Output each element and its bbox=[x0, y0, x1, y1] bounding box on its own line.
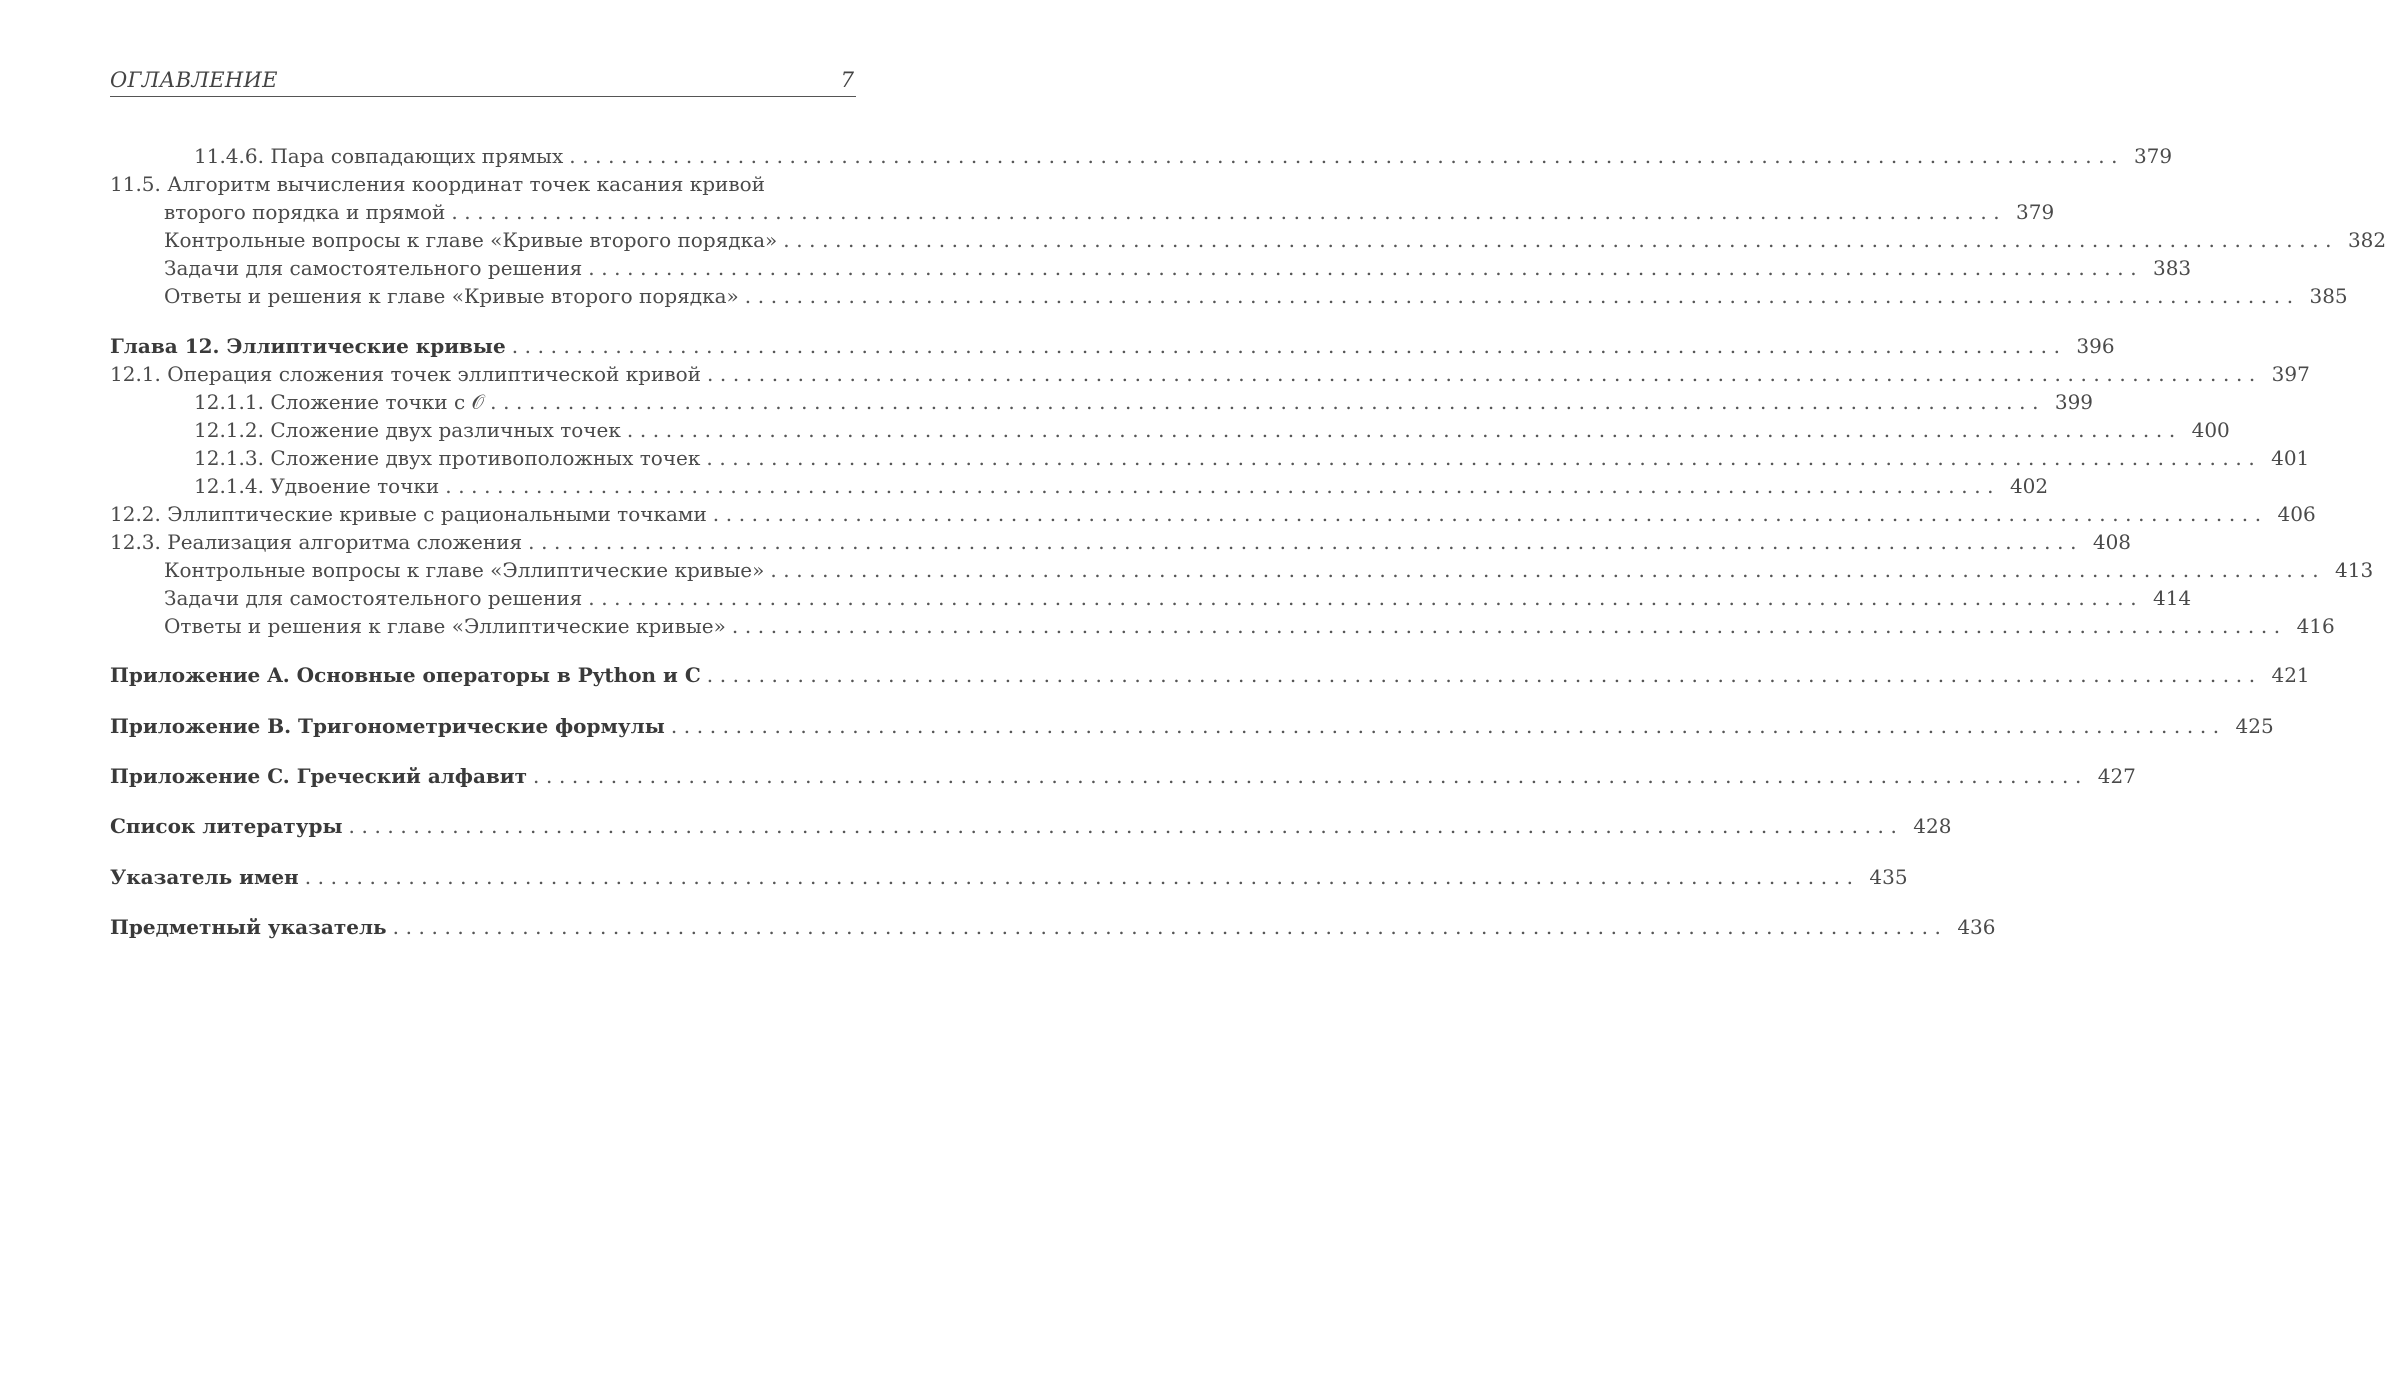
toc-entry-label: Приложение B. Тригонометрические формулы bbox=[110, 712, 671, 740]
toc-entry bbox=[164, 254, 2192, 282]
toc-leader-dots: ........................................................................................................................ bbox=[511, 334, 2067, 358]
toc-entry bbox=[164, 226, 2386, 254]
toc-entry-label: Задачи для самостоятельного решения bbox=[164, 584, 588, 612]
toc-entry-page: 413 bbox=[2335, 558, 2374, 582]
toc-leader-dots: ........................................................................................................................ bbox=[490, 390, 2046, 414]
toc-leader-dots: ........................................................................................................................ bbox=[770, 558, 2326, 582]
toc-entry-label: Ответы и решения к главе «Эллиптические кривые» bbox=[164, 612, 732, 640]
toc-leader-dots: ........................................................................................................................ bbox=[588, 256, 2144, 280]
toc-entry-label: Приложение A. Основные операторы в Python и C bbox=[110, 661, 707, 689]
header-page-number: 7 bbox=[840, 68, 854, 92]
toc-leader-dots: ........................................................................................................................ bbox=[445, 474, 2001, 498]
toc-entry-page: 435 bbox=[1869, 865, 1908, 889]
toc-entry-page: 396 bbox=[2076, 334, 2115, 358]
toc-leader-dots: ........................................................................................................................ bbox=[588, 586, 2144, 610]
toc-entry-label: Контрольные вопросы к главе «Кривые второго порядка» bbox=[164, 226, 783, 254]
toc-entry-page: 421 bbox=[2271, 663, 2310, 687]
toc-entry-page: 383 bbox=[2152, 256, 2192, 280]
toc-chapter-entry bbox=[110, 712, 2274, 740]
toc-entry-label: 12.1.4. Удвоение точки bbox=[194, 472, 445, 500]
toc-entry bbox=[110, 500, 2316, 528]
toc-chapter-entry bbox=[110, 812, 1952, 840]
toc-entry-label: 12.3. Реализация алгоритма сложения bbox=[110, 528, 528, 556]
toc-entry bbox=[194, 416, 2230, 444]
toc-entry-page: 401 bbox=[2271, 446, 2310, 470]
toc-entry bbox=[164, 282, 2348, 310]
toc-leader-dots: ........................................................................................................................ bbox=[744, 284, 2300, 308]
running-header bbox=[110, 66, 856, 97]
toc-entry-page: 397 bbox=[2271, 362, 2310, 386]
toc-entry-page: 399 bbox=[2054, 390, 2094, 414]
toc-leader-dots: ........................................................................................................................ bbox=[304, 865, 1860, 889]
toc-entry-page: 402 bbox=[2009, 474, 2049, 498]
toc-entry-page: 428 bbox=[1913, 814, 1952, 838]
toc-entry bbox=[110, 170, 856, 198]
toc-leader-dots: ........................................................................................................................ bbox=[392, 915, 1948, 939]
toc-entry-label: Предметный указатель bbox=[110, 913, 393, 941]
toc-entry-label: 12.1. Операция сложения точек эллиптической кривой bbox=[110, 360, 707, 388]
toc-entry bbox=[194, 444, 2310, 472]
toc-entry-page: 414 bbox=[2152, 586, 2192, 610]
toc-leader-dots: ........................................................................................................................ bbox=[670, 714, 2226, 738]
toc-entry-label: 12.1.1. Сложение точки с 𝒪 bbox=[194, 388, 490, 416]
toc-entry-label: Список литературы bbox=[110, 812, 349, 840]
toc-entry bbox=[164, 198, 2055, 226]
toc-chapter-entry bbox=[110, 661, 2310, 689]
toc-entry-label: 12.1.3. Сложение двух противоположных точек bbox=[194, 444, 706, 472]
toc-chapter-entry bbox=[110, 762, 2136, 790]
toc-leader-dots: ........................................................................................................................ bbox=[569, 144, 2125, 168]
toc-leader-dots: ........................................................................................................................ bbox=[712, 502, 2268, 526]
toc-entry-page: 408 bbox=[2092, 530, 2132, 554]
toc-entry bbox=[110, 528, 2132, 556]
toc-entry-label: Приложение C. Греческий алфавит bbox=[110, 762, 533, 790]
toc-entry-page: 427 bbox=[2097, 764, 2136, 788]
toc-entry bbox=[194, 142, 2173, 170]
toc-chapter-entry bbox=[110, 863, 1908, 891]
toc-entry-page: 425 bbox=[2235, 714, 2274, 738]
toc-entry-page: 382 bbox=[2347, 228, 2386, 252]
header-title: ОГЛАВЛЕНИЕ bbox=[110, 68, 278, 92]
toc-entry-page: 416 bbox=[2296, 614, 2335, 638]
toc-entry bbox=[164, 556, 2374, 584]
toc-leader-dots: ........................................................................................................................ bbox=[706, 663, 2262, 687]
toc-entry bbox=[194, 388, 2094, 416]
toc-entry bbox=[164, 584, 2192, 612]
toc-chapter-entry bbox=[110, 332, 2115, 360]
toc-leader-dots: ........................................................................................................................ bbox=[706, 362, 2262, 386]
toc-leader-dots: ........................................................................................................................ bbox=[731, 614, 2287, 638]
toc-leader-dots: ........................................................................................................................ bbox=[451, 200, 2007, 224]
toc-entry-page: 406 bbox=[2277, 502, 2316, 526]
toc-entry-label: 11.4.6. Пара совпадающих прямых bbox=[194, 142, 569, 170]
toc-entry-page: 400 bbox=[2191, 418, 2230, 442]
toc-entry-page: 379 bbox=[2016, 200, 2055, 224]
toc-entry-page: 385 bbox=[2309, 284, 2348, 308]
toc-leader-dots: ........................................................................................................................ bbox=[348, 814, 1904, 838]
toc-entry-label: 12.1.2. Сложение двух различных точек bbox=[194, 416, 627, 444]
toc-entry-label: Задачи для самостоятельного решения bbox=[164, 254, 588, 282]
toc-entry-label: Указатель имен bbox=[110, 863, 305, 891]
toc-entry-page: 436 bbox=[1957, 915, 1996, 939]
toc-entry bbox=[194, 472, 2049, 500]
toc-entry-label: 12.2. Эллиптические кривые с рациональными точками bbox=[110, 500, 713, 528]
toc-chapter-entry bbox=[110, 913, 1996, 941]
toc-entry-label: 11.5. Алгоритм вычисления координат точек касания кривой bbox=[110, 170, 771, 198]
toc-entry-label: Ответы и решения к главе «Кривые второго порядка» bbox=[164, 282, 745, 310]
toc-entry-label: Глава 12. Эллиптические кривые bbox=[110, 332, 512, 360]
toc-leader-dots: ........................................................................................................................ bbox=[706, 446, 2262, 470]
toc-entry-page: 379 bbox=[2133, 144, 2173, 168]
toc-leader-dots: ........................................................................................................................ bbox=[528, 530, 2084, 554]
toc-leader-dots: ........................................................................................................................ bbox=[783, 228, 2339, 252]
toc-entry bbox=[110, 360, 2310, 388]
toc-entry-label: Контрольные вопросы к главе «Эллиптические кривые» bbox=[164, 556, 770, 584]
toc-leader-dots: ........................................................................................................................ bbox=[626, 418, 2182, 442]
toc-entry-label: второго порядка и прямой bbox=[164, 198, 451, 226]
toc-entry bbox=[164, 612, 2335, 640]
toc-leader-dots: ........................................................................................................................ bbox=[533, 764, 2088, 788]
